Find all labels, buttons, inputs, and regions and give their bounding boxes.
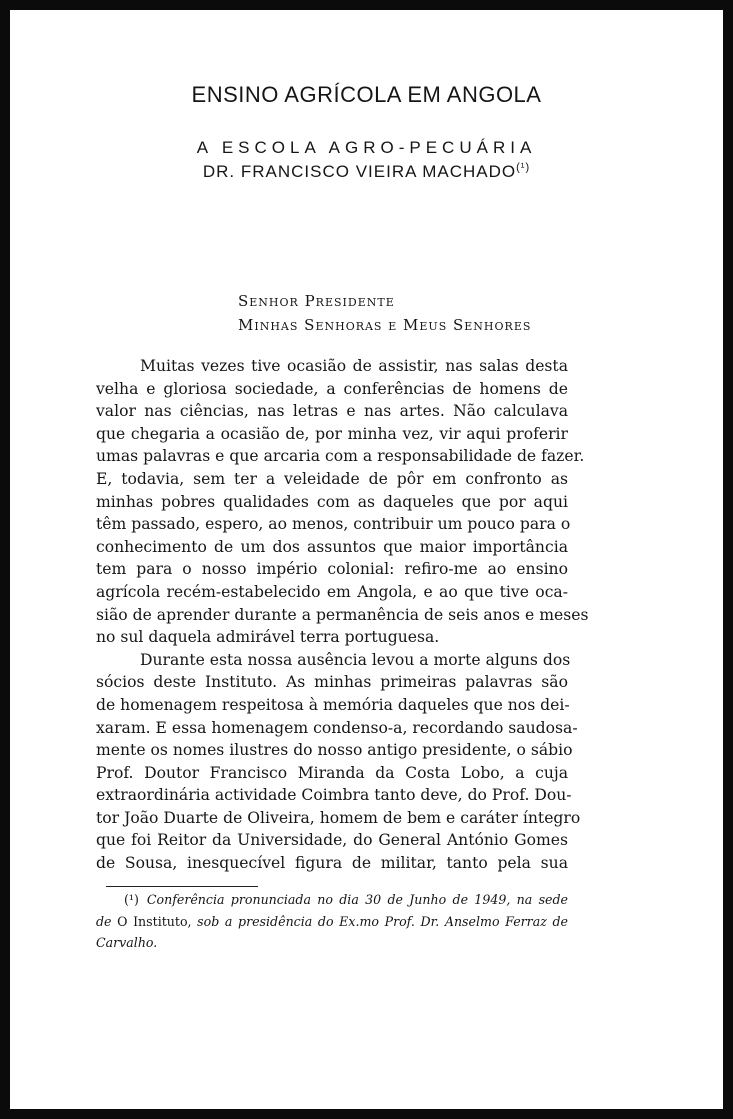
body-line: de Sousa, inesquecível figura de militar, tanto pela sua [96,854,568,873]
salutation-line-2: Minhas Senhoras e Meus Senhores [238,316,532,334]
footnote-marker: (¹) [124,892,139,907]
body-line: que foi Reitor da Universidade, do General António Gomes [96,831,568,850]
body-line: têm passado, espero, ao menos, contribuir um pouco para o [96,515,571,534]
body-line: E, todavia, sem ter a veleidade de pôr em confronto as [96,469,568,488]
body-line: conhecimento de um dos assuntos que maior importância [96,537,568,556]
body-line: agrícola recém-estabelecido em Angola, e ao que tive oca- [96,582,568,601]
footnote-text-2a: de [96,913,112,929]
body-line: sócios deste Instituto. As minhas primeiras palavras são [96,673,568,692]
body-line: Prof. Doutor Francisco Miranda da Costa Lobo, a cuja [96,763,568,782]
footnote-text-2c: sob a presidência do Ex.mo Prof. Dr. Anselmo Ferraz de [197,913,568,929]
salutation-line-1: Senhor Presidente [238,292,395,310]
footnote-reference: (¹) [516,161,531,174]
body-line: Durante esta nossa ausência levou a morte alguns dos [140,650,571,669]
article-title: ENSINO AGRÍCOLA EM ANGOLA [191,82,542,107]
article-subtitle-name [10,162,723,182]
footnote-line: Carvalho. [96,935,158,950]
body-line: mente os nomes ilustres do nosso antigo presidente, o sábio [96,741,573,760]
document-page [10,10,723,1109]
body-line: minhas pobres qualidades com as daqueles que por aqui [96,492,568,511]
footnote [96,889,568,954]
subtitle-name-text: DR. FRANCISCO VIEIRA MACHADO [202,162,517,181]
article-subtitle-school: A ESCOLA AGRO-PECUÁRIA [196,138,537,157]
footnote-divider [106,886,258,887]
footnote-line [96,889,568,911]
body-line: velha e gloriosa sociedade, a conferências de homens de [96,379,568,398]
body-line: sião de aprender durante a permanência de seis anos e meses [96,605,589,624]
footnote-text-1: Conferência pronunciada no dia 30 de Junho de 1949, na sede [146,892,568,907]
body-line: extraordinária actividade Coimbra tanto deve, do Prof. Dou- [96,786,572,805]
body-line: que chegaria a ocasião de, por minha vez, vir aqui proferir [96,424,568,443]
footnote-line [96,911,568,933]
body-line: de homenagem respeitosa à memória daqueles que nos dei- [96,695,570,714]
body-line: tem para o nosso império colonial: refiro-me ao ensino [96,560,568,579]
body-line: Muitas vezes tive ocasião de assistir, nas salas desta [140,357,568,375]
body-line: no sul daquela admirável terra portuguesa. [96,628,440,647]
footnote-text-2b: O Instituto, [117,913,192,929]
body-line: xaram. E essa homenagem condenso-a, recordando saudosa- [96,718,578,737]
body-line: tor João Duarte de Oliveira, homem de bem e caráter íntegro [96,808,581,827]
body-line: umas palavras e que arcaria com a responsabilidade de fazer. [96,447,585,466]
body-line: valor nas ciências, nas letras e nas artes. Não calculava [96,402,568,421]
body-text [96,355,589,875]
